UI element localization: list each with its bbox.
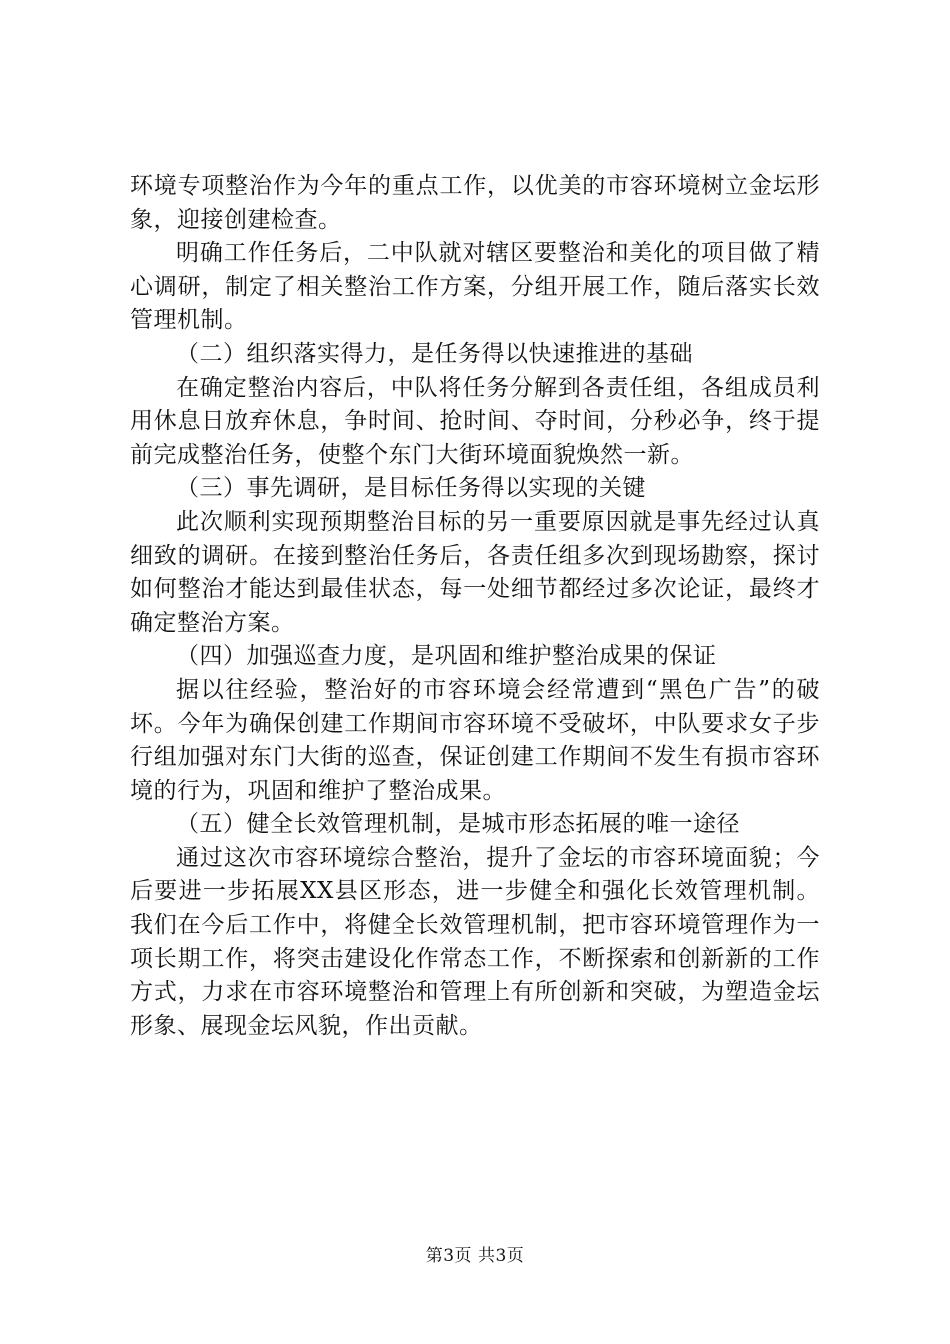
paragraph-long-term-mechanism: 通过这次市容环境综合整治，提升了金坛的市容环境面貌；今后要进一步拓展XX县区形态，进一步健全和强化长效管理机制。我们在今后工作中，将健全长效管理机制，把市容环境管理作为一项长期工作，将突击建设化作常态工作，不断探索和创新新的工作方式，力求在市容环境整治和管理上有所创新和突破，为塑造金坛形象、展现金坛风貌，作出贡献。 — [130, 844, 820, 1039]
paragraph-organization: 在确定整治内容后，中队将任务分解到各责任组，各组成员利用休息日放弃休息，争时间、抢时间、夺时间，分秒必争，终于提前完成整治任务，使整个东门大街环境面貌焕然一新。 — [130, 374, 820, 468]
paragraph-research: 此次顺利实现预期整治目标的另一重要原因就是事先经过认真细致的调研。在接到整治任务后，各责任组多次到现场勘察，探讨如何整治才能达到最佳状态，每一处细节都经过多次论证，最终才确定整治方案。 — [130, 508, 820, 636]
section-heading-5: （五）健全长效管理机制，是城市形态拓展的唯一途径 — [176, 811, 740, 838]
paragraph-patrol: 据以往经验，整治好的市容环境会经常遭到“黑色广告”的破坏。今年为确保创建工作期间市容环境不受破坏，中队要求女子步行组加强对东门大街的巡查，保证创建工作期间不发生有损市容环境的行为，巩固和维护了整治成果。 — [130, 676, 820, 804]
page-number-footer: 第3页 共3页 — [425, 1246, 525, 1266]
paragraph-task-clarification: 明确工作任务后，二中队就对辖区要整治和美化的项目做了精心调研，制定了相关整治工作方案，分组开展工作，随后落实长效管理机制。 — [130, 240, 820, 334]
section-heading-3: （三）事先调研，是目标任务得以实现的关键 — [176, 475, 646, 502]
document-body — [130, 170, 820, 1043]
paragraph-continuation: 环境专项整治作为今年的重点工作，以优美的市容环境树立金坛形象，迎接创建检查。 — [130, 173, 820, 233]
section-heading-4: （四）加强巡查力度，是巩固和维护整治成果的保证 — [176, 643, 717, 670]
section-heading-2: （二）组织落实得力，是任务得以快速推进的基础 — [176, 340, 693, 367]
